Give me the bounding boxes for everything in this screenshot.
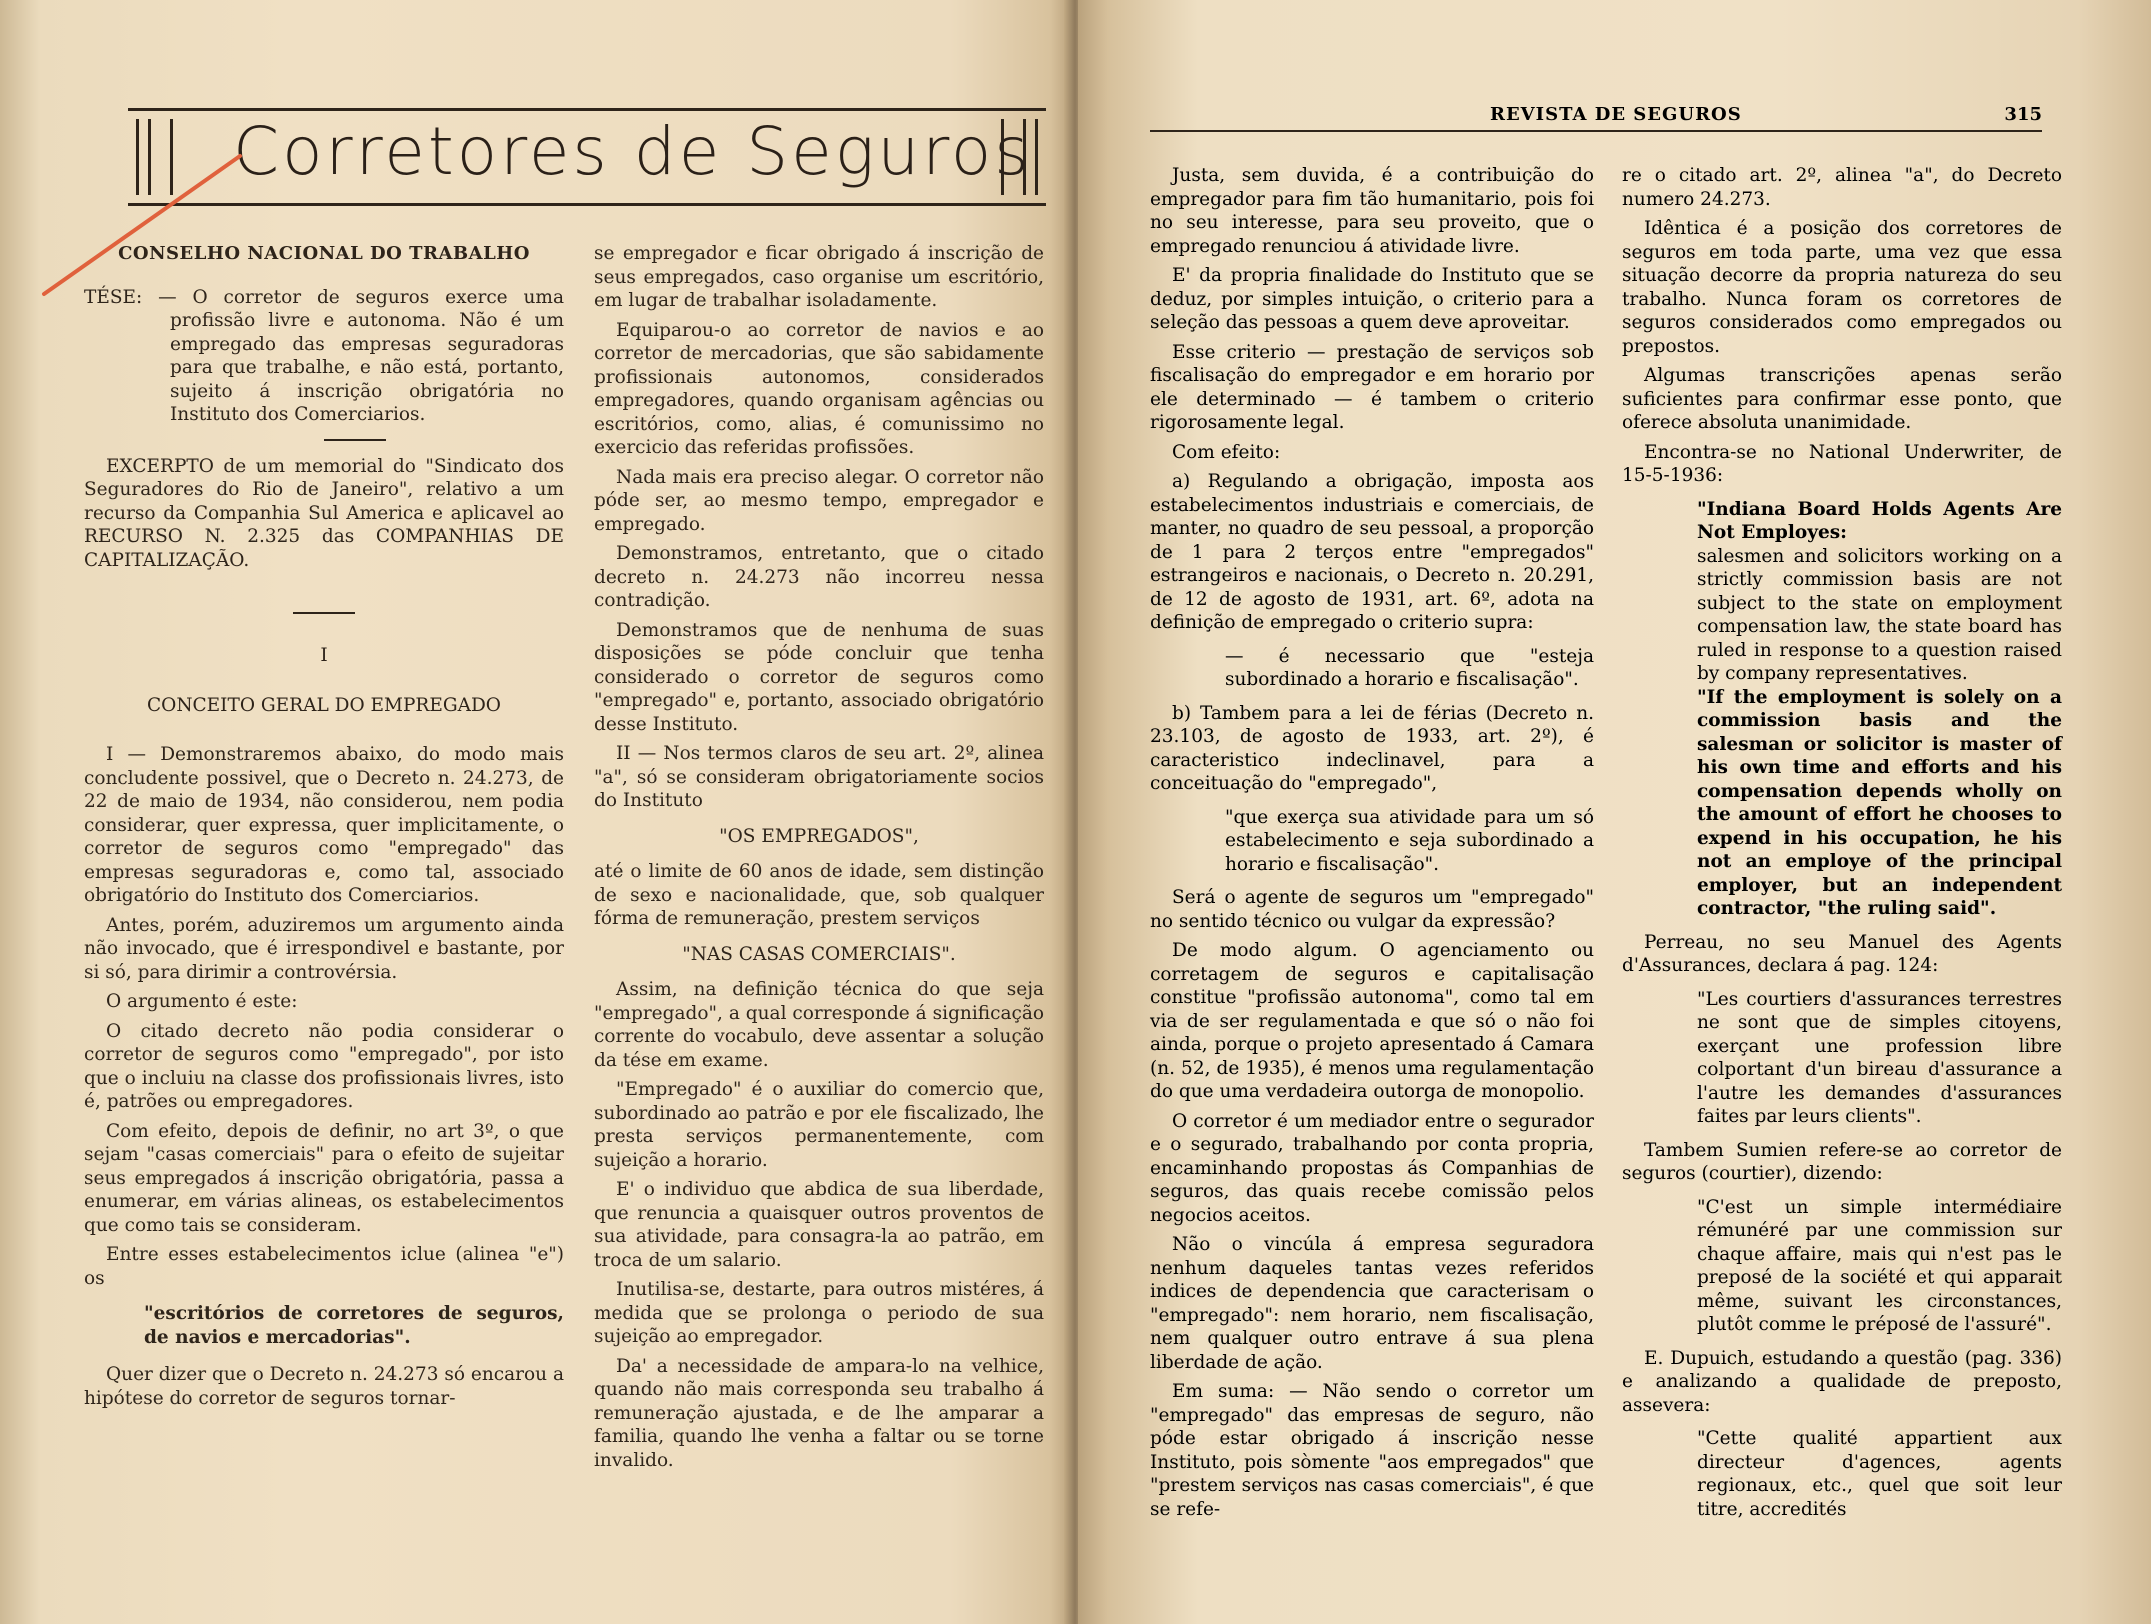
body-paragraph: Será o agente de seguros um "empregado" no sentido técnico ou vulgar da expressão? — [1150, 887, 1594, 932]
running-header — [1150, 104, 2042, 132]
quote: "escritórios de corretores de seguros, de navios e mercadorias". — [144, 1303, 564, 1348]
right-page-column-1 — [1150, 164, 1594, 1527]
body-paragraph: Demonstramos, entretanto, que o citado decreto n. 24.273 não incorreu nessa contradição. — [594, 543, 1044, 611]
body-paragraph: O citado decreto não podia considerar o corretor de seguros como "empregado", por isto que o incluiu na classe dos profissionais livres, isto é, patrões ou empregadores. — [84, 1020, 564, 1112]
body-paragraph: O corretor é um mediador entre o segurador e o segurado, trabalhando por conta propria, encaminhando propostas ás Companhias de seguros, das quais recebe comissão pelos negocios aceitos. — [1150, 1110, 1594, 1226]
body-paragraph: até o limite de 60 anos de idade, sem distinção de sexo e nacionalidade, que, sob qualquer fórma de remuneração, prestem serviços — [594, 861, 1044, 929]
body-paragraph: Esse criterio — prestação de serviços sob fiscalisação do empregador e em horario por ele determinado — é tambem o criterio rigorosamente legal. — [1150, 341, 1594, 433]
quote: "que exerça sua atividade para um só estabelecimento e seja subordinado a horario e fiscalisação". — [1225, 806, 1594, 875]
section-title: CONCEITO GERAL DO EMPREGADO — [147, 694, 501, 716]
body-paragraph: I — Demonstraremos abaixo, do modo mais concludente possivel, que o Decreto n. 24.273, de 22 de maio de 1934, não considerou, nem podia considerar, quer expressa, quer implicitamente, o corretor de seguros como "empregado" das empresas seguradoras e, como tal, associado obrigatório do Instituto dos Comerciarios. — [84, 744, 564, 906]
body-paragraph: Em suma: — Não sendo o corretor um "empregado" das empresas de seguro, não póde estar obrigado á inscrição nesse Instituto, pois sòmente "aos empregados" que "prestem serviços nas casas comerciais", é que se refe- — [1150, 1381, 1594, 1520]
roman-numeral: I — [320, 645, 328, 666]
left-page-column-2 — [594, 242, 1044, 1478]
body-paragraph: Tambem Sumien refere-se ao corretor de seguros (courtier), dizendo: — [1622, 1139, 2062, 1184]
body-paragraph: Com efeito: — [1172, 441, 1281, 463]
left-page-column-1 — [84, 242, 564, 1416]
thesis-label: TÉSE: — — [84, 286, 177, 308]
thesis-paragraph — [84, 286, 564, 427]
title-frame — [128, 108, 1046, 206]
subheading: "OS EMPREGADOS", — [719, 825, 919, 847]
body-paragraph: E. Dupuich, estudando a questão (pag. 336) e analizando a qualidade de preposto, assevera: — [1622, 1347, 2062, 1416]
quote: "C'est un simple intermédiaire rémunéré par une commission sur chaque affaire, mais qui n'est pas le preposé de la société et qui apparait même, suivant les circonstances, plutôt comme le préposé de l'assuré". — [1697, 1196, 2062, 1335]
subheading: "NAS CASAS COMERCIAIS". — [682, 943, 956, 965]
body-paragraph: Assim, na definição técnica do que seja "empregado", a qual corresponde á significação corrente do vocabulo, deve assentar a solução da tése em exame. — [594, 979, 1044, 1071]
body-paragraph: Equiparou-o ao corretor de navios e ao corretor de mercadorias, que são sabidamente profissionais autonomos, considerados empregadores, quando organisam agências ou escritórios, como, alias, é comunissimo no exercicio das referidas profissões. — [594, 319, 1044, 458]
quote: "Les courtiers d'assurances terrestres ne sont que de simples citoyens, exerçant une profession libre colportant d'un bireau d'assurance a l'autre les demandes d'assurances faites par leurs clients". — [1697, 988, 2062, 1127]
body-paragraph: Antes, porém, aduziremos um argumento ainda não invocado, que é irrespondivel e bastante, por si só, para dirimir a controvérsia. — [84, 914, 564, 983]
body-paragraph: De modo algum. O agenciamento ou corretagem de seguros e capitalisação constitue "profissão autonoma", como tal em via de ser regulamentada e que só o não foi ainda, porque o projeto apresentado á Camara (n. 52, de 1935), é menos uma regulamentação do que uma verdadeira outorga de monopolio. — [1150, 940, 1594, 1102]
body-paragraph: II — Nos termos claros de seu art. 2º, alinea "a", só se consideram obrigatoriamente socios do Instituto — [594, 743, 1044, 811]
body-paragraph: E' o individuo que abdica de sua liberdade, que renuncia a quaisquer outros proventos de sua atividade, para consagra-la ao patrão, em troca de um salario. — [594, 1179, 1044, 1271]
body-paragraph: Não o vincúla á empresa seguradora nenhum daqueles tantas vezes referidos indices de dependencia que caracterisam o "empregado": nem horario, nem fiscalisação, nem qualquer outro entrave á sua plena liberdade de ação. — [1150, 1234, 1594, 1373]
thesis-text: O corretor de seguros exerce uma profissão livre e autonoma. Não é um empregado das empresas seguradoras para que trabalhe, e não está, portanto, sujeito á inscrição obrigatória no Instituto dos Comerciarios. — [170, 286, 564, 425]
quote: — é necessario que "esteja subordinado a horario e fiscalisação". — [1225, 645, 1594, 690]
body-paragraph: Perreau, no seu Manuel des Agents d'Assurances, declara á pag. 124: — [1622, 931, 2062, 976]
quote-heading: "Indiana Board Holds Agents Are Not Employes: — [1697, 498, 2062, 543]
article-title: Corretores de Seguros — [233, 113, 1032, 190]
body-paragraph: Idêntica é a posição dos corretores de seguros em toda parte, uma vez que essa situação decorre da propria natureza do seu trabalho. Nunca foram os corretores de seguros considerados como empregados ou prepostos. — [1622, 218, 2062, 357]
body-paragraph: Entre esses estabelecimentos iclue (alinea "e") os — [84, 1244, 564, 1289]
body-paragraph: Nada mais era preciso alegar. O corretor não póde ser, ao mesmo tempo, empregador e empregado. — [594, 466, 1044, 535]
body-paragraph: E' da propria finalidade do Instituto que se deduz, por simples intuição, o criterio para a seleção das pessoas a quem deve aproveitar. — [1150, 265, 1594, 333]
body-paragraph: Com efeito, depois de definir, no art 3º, o que sejam "casas comerciais" para o efeito de sujeitar seus empregados á inscrição obrigatória, passa a enumerar, em várias alineas, os estabelecimentos que como tais se consideram. — [84, 1120, 564, 1236]
right-page-column-2 — [1622, 164, 2062, 1531]
body-paragraph: b) Tambem para a lei de férias (Decreto n. 23.103, de agosto de 1933, art. 2º), é caracteristico indeclinavel, para a conceituação do "empregado", — [1150, 702, 1594, 794]
quote: "Cette qualité appartient aux directeur d'agences, agents regionaux, etc., quel que soit leur titre, accredités — [1697, 1428, 2062, 1520]
quote: "If the employment is solely on a commission basis and the salesman or solicitor is master of his own time and efforts and his compensation depends wholly on the amount of effort he chooses to expend in his occupation, he his not an employe of the principal employer, but an independent contractor, "the ruling said". — [1697, 686, 2062, 919]
page-number: 315 — [2004, 104, 2042, 125]
body-paragraph: Inutilisa-se, destarte, para outros mistéres, á medida que se prolonga o periodo de sua sujeição ao empregador. — [594, 1279, 1044, 1347]
journal-title: REVISTA DE SEGUROS — [1490, 104, 1742, 125]
body-paragraph: se empregador e ficar obrigado á inscrição de seus empregados, caso organise um escritório, em lugar de trabalhar isoladamente. — [594, 243, 1044, 311]
body-paragraph: Encontra-se no National Underwriter, de 15-5-1936: — [1622, 441, 2062, 486]
section-heading: CONSELHO NACIONAL DO TRABALHO — [118, 243, 530, 264]
body-paragraph: a) Regulando a obrigação, imposta aos estabelecimentos industriais e comerciais, de manter, no quadro de seu pessoal, a proporção de 1 para 2 terços entre "empregados" estrangeiros e nacionais, o Decreto n. 20.291, de 12 de agosto de 1931, art. 6º, adota na definição de empregado o criterio supra: — [1150, 471, 1594, 633]
body-paragraph: "Empregado" é o auxiliar do comercio que, subordinado ao patrão e por ele fiscalizado, lhe presta serviços permanentemente, com sujeição a horario. — [594, 1079, 1044, 1171]
excerpt-paragraph: EXCERPTO de um memorial do "Sindicato dos Seguradores do Rio de Janeiro", relativo a um recurso da Companhia Sul America e aplicavel ao RECURSO N. 2.325 das COMPANHIAS DE CAPITALIZAÇÃO. — [84, 455, 564, 571]
body-paragraph: Demonstramos que de nenhuma de suas disposições se póde concluir que tenha considerado o corretor de seguros como "empregado" e, portanto, associado obrigatório desse Instituto. — [594, 619, 1044, 735]
left-page — [0, 0, 1072, 1624]
body-paragraph: Quer dizer que o Decreto n. 24.273 só encarou a hipótese do corretor de seguros tornar- — [84, 1364, 564, 1409]
body-paragraph: re o citado art. 2º, alinea "a", do Decreto numero 24.273. — [1622, 165, 2062, 210]
body-paragraph: O argumento é este: — [106, 991, 298, 1012]
quote: salesmen and solicitors working on a strictly commission basis are not subject to the state on employment compensation law, the state board has ruled in response to a question raised by company representatives. — [1697, 545, 2062, 684]
body-paragraph: Justa, sem duvida, é a contribuição do empregador para fim tão humanitario, pois foi no seu interesse, para seu proveito, que o empregado renunciou á atividade livre. — [1150, 165, 1594, 257]
body-paragraph: Da' a necessidade de ampara-lo na velhice, quando não mais corresponda seu trabalho á remuneração ajustada, e de lhe amparar a familia, quando lhe venha a faltar ou se torne invalido. — [594, 1355, 1044, 1471]
body-paragraph: Algumas transcrições apenas serão suficientes para confirmar esse ponto, que oferece absoluta unanimidade. — [1622, 365, 2062, 433]
